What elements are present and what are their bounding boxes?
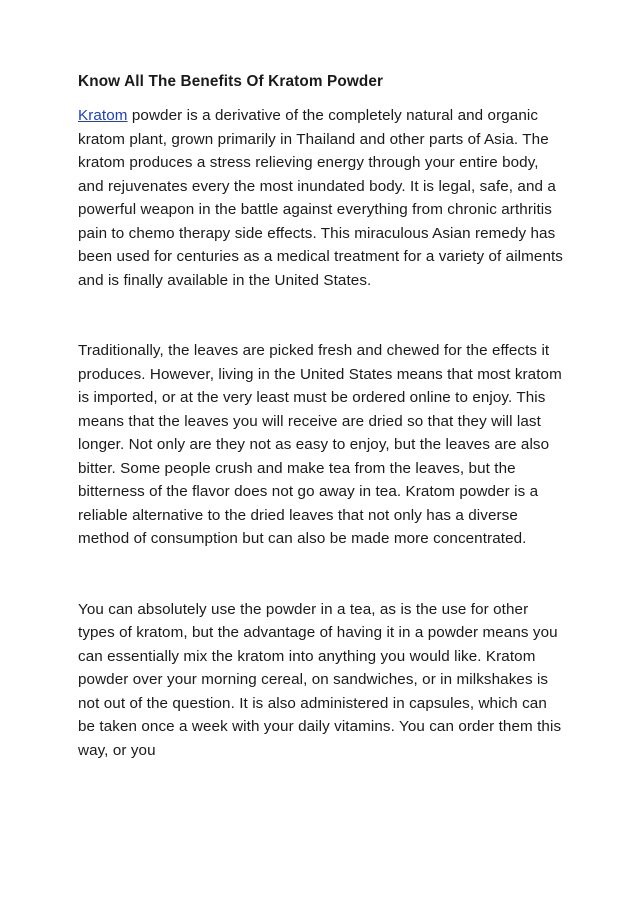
kratom-link[interactable]: Kratom — [78, 107, 128, 124]
document-title: Know All The Benefits Of Kratom Powder — [78, 73, 384, 90]
document-page — [78, 70, 568, 762]
paragraph-1-text: powder is a derivative of the completely natural and organic kratom plant, grown primarily in Thailand and other parts of Asia. The kratom produces a stress relieving energy through your entire body, and rejuvenates every the most inundated body. It is legal, safe, and a powerful weapon in the battle against everything from chronic arthritis pain to chemo therapy side effects. This miraculous Asian remedy has been used for centuries as a medical treatment for a variety of ailments and is finally available in the United States. — [78, 107, 563, 289]
paragraph-2: Traditionally, the leaves are picked fresh and chewed for the effects it produces. However, living in the United States means that most kratom is imported, or at the very least must be ordered online to enjoy. This means that the leaves you will receive are dried so that they will last longer. Not only are they not as easy to enjoy, but the leaves are also bitter. Some people crush and make tea from the leaves, but the bitterness of the flavor does not go away in tea. Kratom powder is a reliable alternative to the dried leaves that not only has a diverse method of consumption but can also be made more concentrated. — [78, 342, 562, 547]
paragraph-3: You can absolutely use the powder in a tea, as is the use for other types of kratom, but the advantage of having it in a powder means you can essentially mix the kratom into anything you would like. Kratom powder over your morning cereal, on sandwiches, or in milkshakes is not out of the question. It is also administered in capsules, which can be taken once a week with your daily vitamins. You can order them this way, or you — [78, 600, 562, 759]
paragraph-1 — [78, 104, 568, 292]
